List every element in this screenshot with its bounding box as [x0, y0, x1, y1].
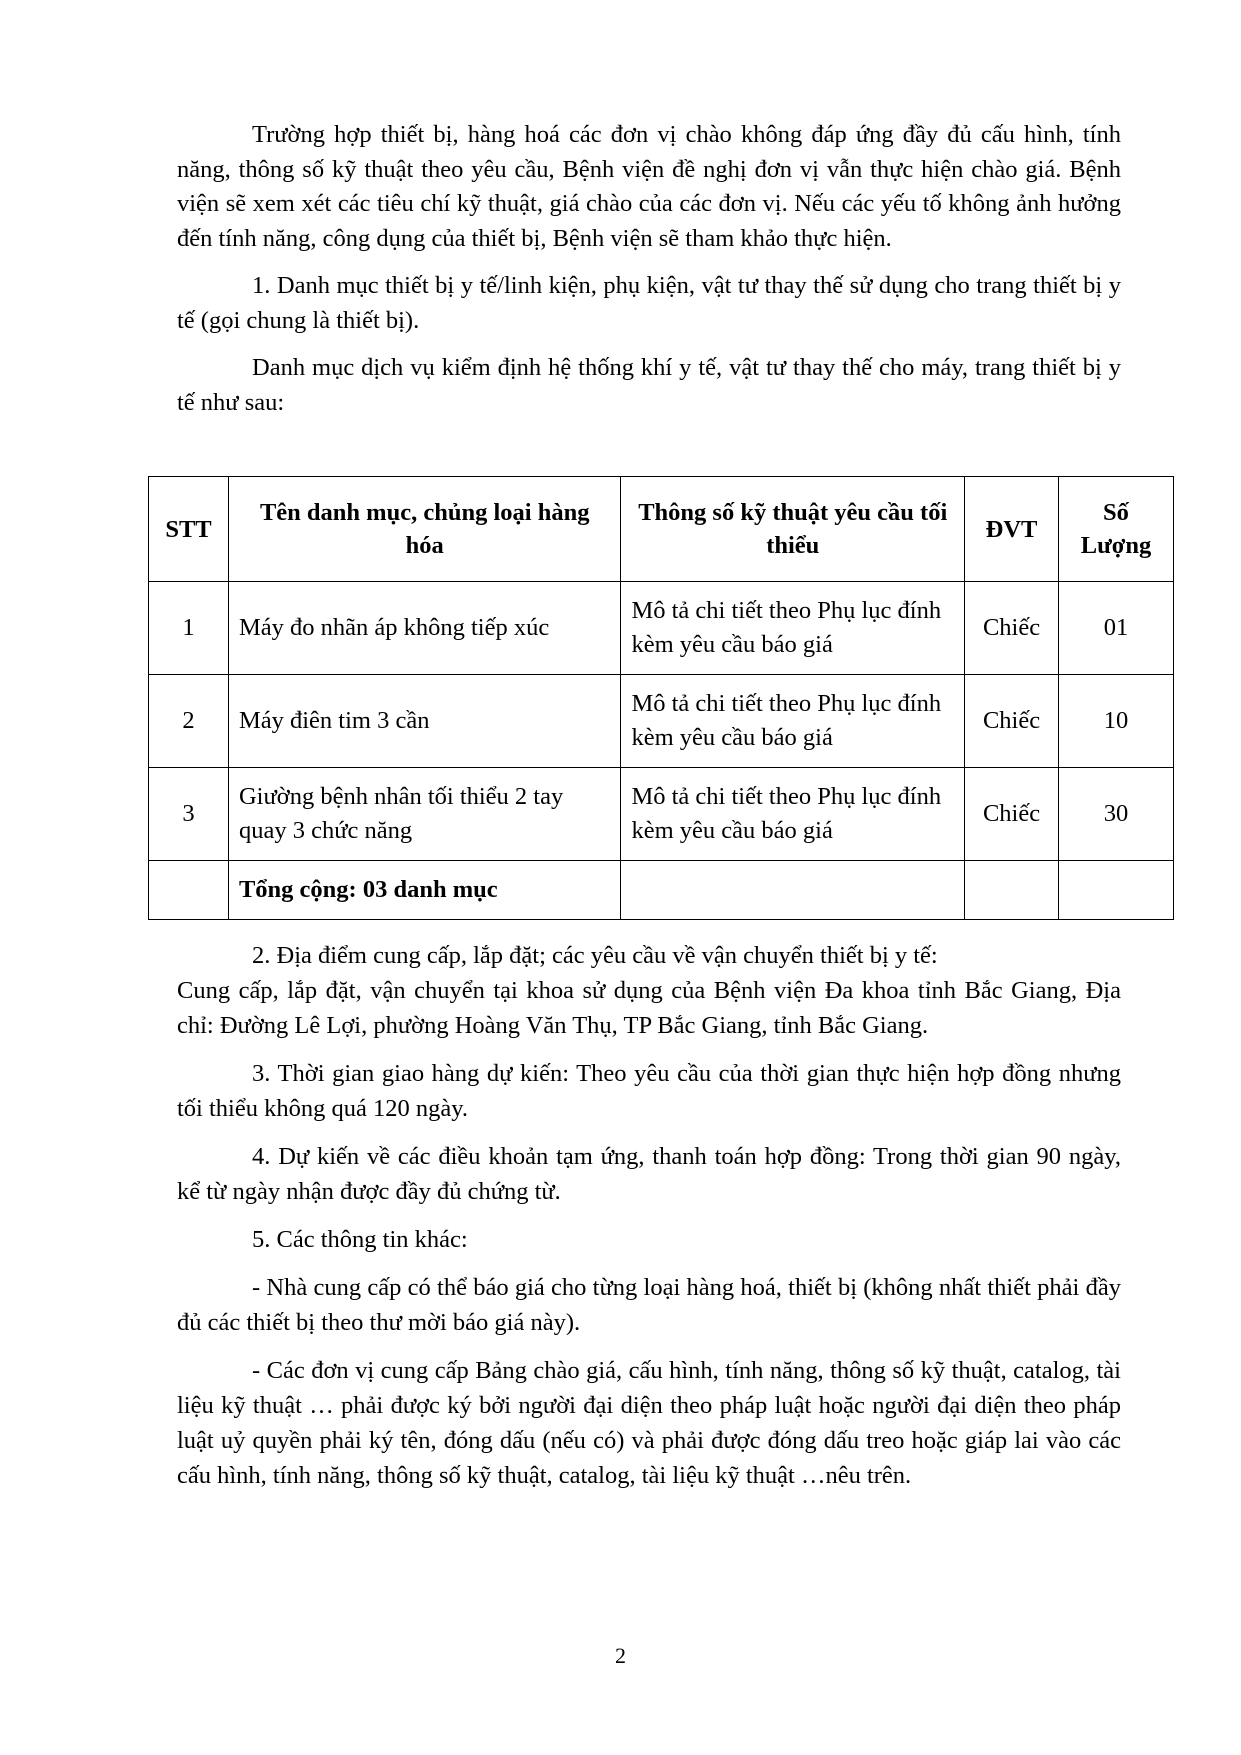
header-unit: ĐVT: [965, 477, 1059, 582]
table-row: [149, 768, 1174, 861]
paragraph-delivery-location-body: Cung cấp, lắp đặt, vận chuyển tại khoa sử dụng của Bệnh viện Đa khoa tỉnh Bắc Giang, Địa chỉ: Đường Lê Lợi, phường Hoàng Văn Thụ, TP Bắc Giang, tỉnh Bắc Giang.: [177, 977, 1121, 1039]
cell-empty: [965, 861, 1059, 920]
cell-qty: 30: [1059, 768, 1174, 861]
paragraph-service-list-intro: Danh mục dịch vụ kiểm định hệ thống khí y tế, vật tư thay thế cho máy, trang thiết bị y tế như sau:: [177, 354, 1121, 416]
table-total-row: [149, 861, 1174, 920]
header-stt: STT: [149, 477, 229, 582]
paragraph-offer-conditions: Trường hợp thiết bị, hàng hoá các đơn vị chào không đáp ứng đầy đủ cấu hình, tính năng, thông số kỹ thuật theo yêu cầu, Bệnh viện đề nghị đơn vị vẫn thực hiện chào giá. Bệnh viện sẽ xem xét các tiêu chí kỹ thuật, giá chào của các đơn vị. Nếu các yếu tố không ảnh hưởng đến tính năng, công dụng của thiết bị, Bệnh viện sẽ tham khảo thực hiện.: [177, 121, 1121, 252]
header-spec: Thông số kỹ thuật yêu cầu tối thiểu: [621, 477, 965, 582]
paragraph-payment-terms: 4. Dự kiến về các điều khoản tạm ứng, thanh toán hợp đồng: Trong thời gian 90 ngày, kể từ ngày nhận được đầy đủ chứng từ.: [177, 1143, 1121, 1205]
cell-empty: [149, 861, 229, 920]
cell-qty: 10: [1059, 675, 1174, 768]
header-qty: Số Lượng: [1059, 477, 1174, 582]
paragraph-other-info-item: - Nhà cung cấp có thể báo giá cho từng loại hàng hoá, thiết bị (không nhất thiết phải đầy đủ các thiết bị theo thư mời báo giá này).: [177, 1274, 1121, 1336]
cell-qty: 01: [1059, 582, 1174, 675]
cell-spec: Mô tả chi tiết theo Phụ lục đính kèm yêu cầu báo giá: [621, 582, 965, 675]
cell-unit: Chiếc: [965, 768, 1059, 861]
paragraph-item-list-intro: 1. Danh mục thiết bị y tế/linh kiện, phụ kiện, vật tư thay thế sử dụng cho trang thiết bị y tế (gọi chung là thiết bị).: [177, 272, 1121, 334]
cell-spec: Mô tả chi tiết theo Phụ lục đính kèm yêu cầu báo giá: [621, 675, 965, 768]
total-label: Tổng cộng: 03 danh mục: [228, 861, 621, 920]
header-name: Tên danh mục, chủng loại hàng hóa: [228, 477, 621, 582]
cell-name: Giường bệnh nhân tối thiểu 2 tay quay 3 chức năng: [228, 768, 621, 861]
cell-stt: 3: [149, 768, 229, 861]
cell-unit: Chiếc: [965, 582, 1059, 675]
cell-name: Máy điên tim 3 cần: [228, 675, 621, 768]
cell-stt: 1: [149, 582, 229, 675]
paragraph-other-info-item: - Các đơn vị cung cấp Bảng chào giá, cấu hình, tính năng, thông số kỹ thuật, catalog, tài liệu kỹ thuật … phải được ký bởi người đại diện theo pháp luật hoặc người đại diện theo pháp luật uỷ quyền phải ký tên, đóng dấu (nếu có) và phải được đóng dấu treo hoặc giáp lai vào các cấu hình, tính năng, thông số kỹ thuật, catalog, tài liệu kỹ thuật …nêu trên.: [177, 1357, 1121, 1489]
intro-section: [177, 118, 1121, 420]
equipment-table: [148, 476, 1174, 920]
table-header-row: [149, 477, 1174, 582]
cell-name: Máy đo nhãn áp không tiếp xúc: [228, 582, 621, 675]
paragraph-delivery-location-heading: 2. Địa điểm cung cấp, lắp đặt; các yêu cầu về vận chuyển thiết bị y tế:: [252, 942, 938, 969]
cell-spec: Mô tả chi tiết theo Phụ lục đính kèm yêu cầu báo giá: [621, 768, 965, 861]
paragraph-other-info-heading: 5. Các thông tin khác:: [252, 1226, 468, 1253]
table-row: [149, 582, 1174, 675]
cell-stt: 2: [149, 675, 229, 768]
cell-empty: [621, 861, 965, 920]
cell-empty: [1059, 861, 1174, 920]
paragraph-delivery-time: 3. Thời gian giao hàng dự kiến: Theo yêu cầu của thời gian thực hiện hợp đồng nhưng tối thiểu không quá 120 ngày.: [177, 1060, 1121, 1122]
cell-unit: Chiếc: [965, 675, 1059, 768]
page-number: 2: [615, 1643, 626, 1668]
conditions-section: [177, 938, 1121, 1493]
table-row: [149, 675, 1174, 768]
